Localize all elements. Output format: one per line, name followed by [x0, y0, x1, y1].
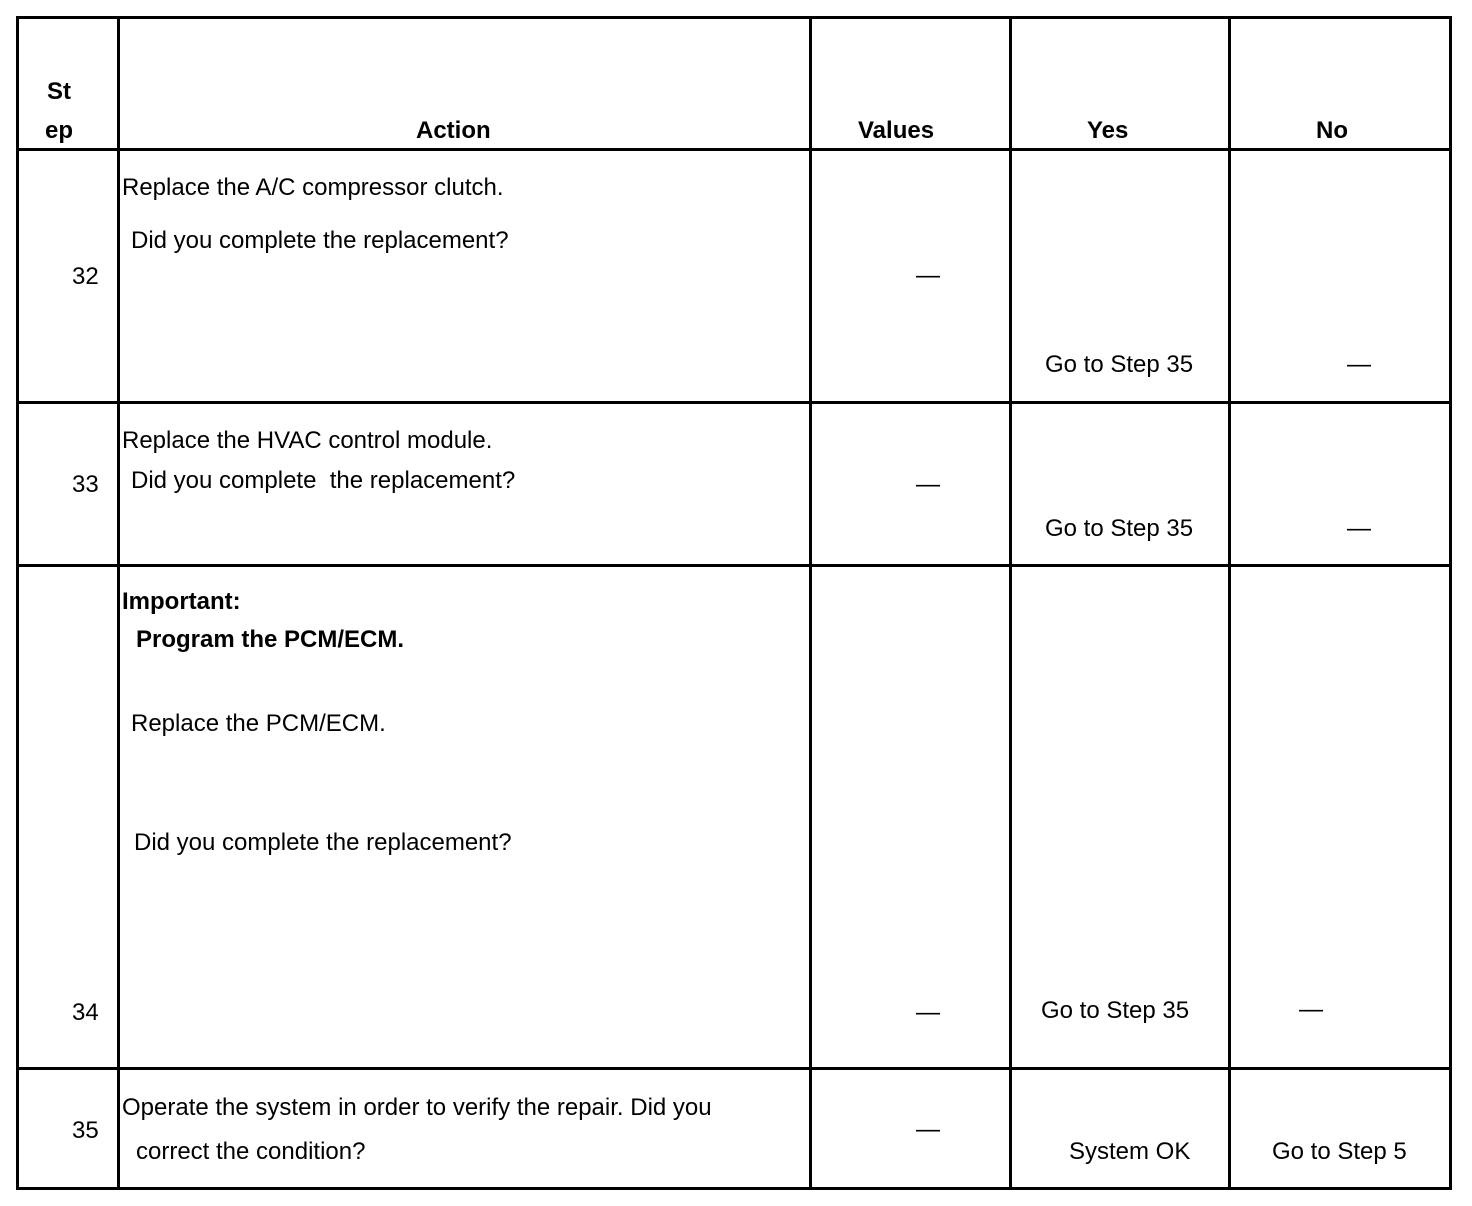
column-divider: [1009, 16, 1012, 1190]
no-cell: —: [1347, 351, 1371, 378]
header-no: No: [1316, 117, 1348, 144]
row-divider: [16, 564, 1452, 567]
values-cell: —: [916, 262, 940, 289]
yes-cell: Go to Step 35: [1045, 351, 1194, 378]
action-text: Replace the PCM/ECM.: [131, 710, 386, 737]
column-divider: [117, 16, 120, 1190]
step-number: 33: [72, 471, 99, 498]
step-number: 35: [72, 1117, 99, 1144]
header-step-line1: St: [47, 78, 71, 105]
table-border-top: [16, 16, 1452, 19]
header-step-line2: ep: [45, 117, 74, 144]
step-number: 34: [72, 999, 99, 1026]
no-cell: —: [1347, 515, 1371, 542]
action-text: Replace the HVAC control module.: [122, 427, 493, 454]
row-divider: [16, 1067, 1452, 1070]
action-text: Operate the system in order to verify the repair. Did you: [122, 1094, 712, 1121]
table-border-right: [1449, 16, 1452, 1190]
action-question: correct the condition?: [136, 1138, 366, 1165]
action-question: Did you complete the replacement?: [134, 829, 512, 856]
table-border-bottom: [16, 1187, 1452, 1190]
yes-cell: Go to Step 35: [1041, 997, 1190, 1024]
step-number: 32: [72, 263, 99, 290]
row-divider: [16, 401, 1452, 404]
no-cell: —: [1299, 996, 1323, 1023]
header-values: Values: [858, 117, 935, 144]
values-cell: —: [916, 471, 940, 498]
important-label: Important:: [122, 588, 241, 615]
yes-cell: Go to Step 35: [1045, 515, 1194, 542]
values-cell: —: [916, 999, 940, 1026]
table-border-left: [16, 16, 19, 1190]
action-question: Did you complete the replacement?: [131, 467, 516, 494]
header-divider: [16, 148, 1452, 151]
column-divider: [809, 16, 812, 1190]
action-text: Replace the A/C compressor clutch.: [122, 174, 504, 201]
column-divider: [1228, 16, 1231, 1190]
values-cell: —: [916, 1116, 940, 1143]
no-cell: Go to Step 5: [1272, 1138, 1407, 1165]
action-question: Did you complete the replacement?: [131, 227, 509, 254]
header-yes: Yes: [1087, 117, 1129, 144]
important-text: Program the PCM/ECM.: [136, 626, 405, 653]
yes-cell: System OK: [1069, 1138, 1191, 1165]
header-action: Action: [416, 117, 491, 144]
